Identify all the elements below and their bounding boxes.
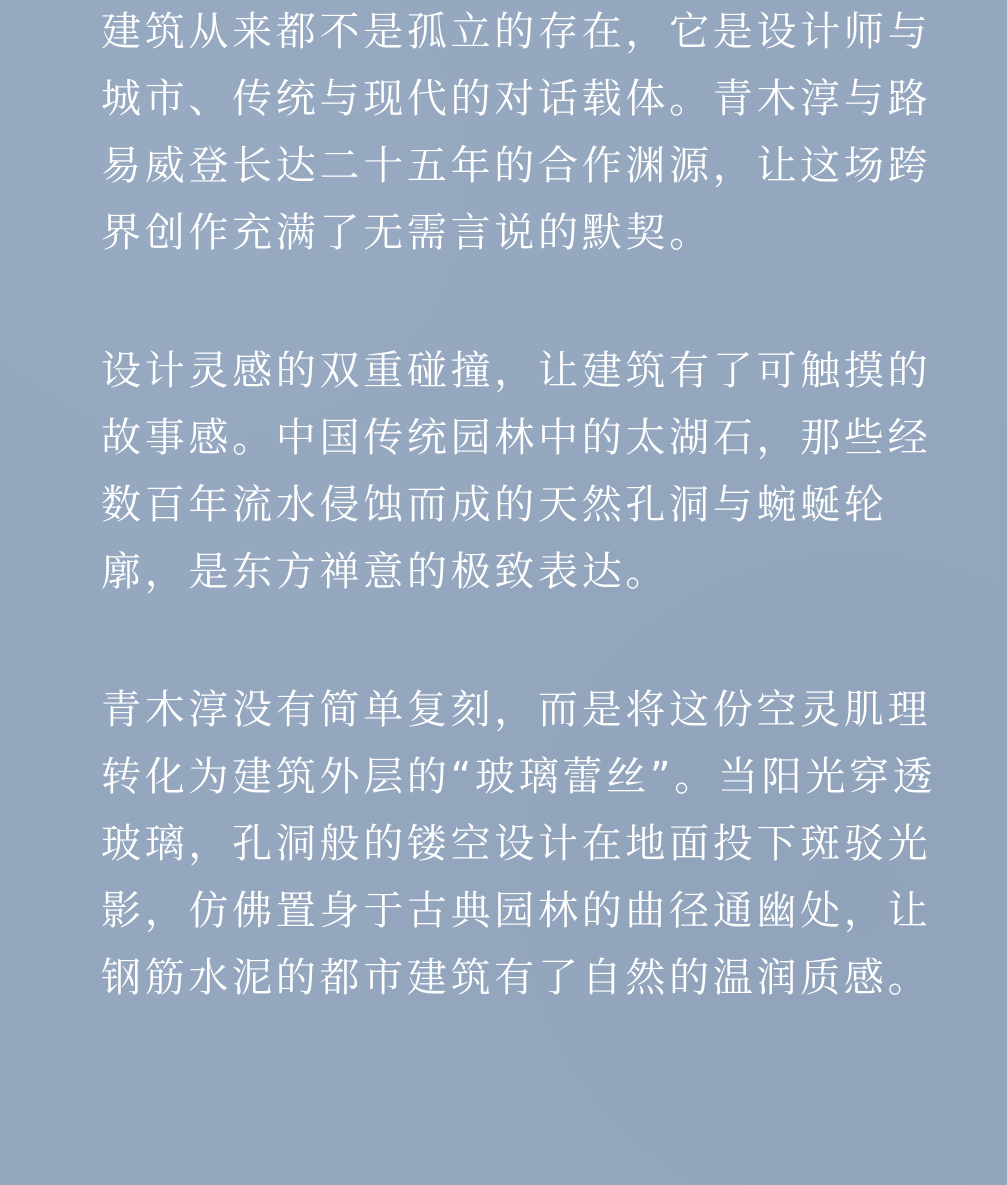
paragraph-line: 钢筋水泥的都市建筑有了自然的温润质感。 (101, 955, 932, 1001)
paragraph-line: 故事感。中国传统园林中的太湖石，那些经 (101, 415, 932, 461)
paragraph-line: 数百年流水侵蚀而成的天然孔洞与蜿蜒轮 (101, 482, 888, 528)
paragraph-line: 转化为建筑外层的“玻璃蕾丝”。当阳光穿透 (101, 754, 937, 800)
article-paragraph (101, 338, 932, 606)
article-paragraph (101, 677, 937, 1012)
paragraph-line: 界创作充满了无需言说的默契。 (101, 210, 713, 256)
paragraph-line: 玻璃，孔洞般的镂空设计在地面投下斑驳光 (101, 821, 932, 867)
article-content (101, 0, 937, 1012)
paragraph-line: 青木淳没有简单复刻，而是将这份空灵肌理 (101, 687, 932, 733)
paragraph-line: 城市、传统与现代的对话载体。青木淳与路 (101, 76, 932, 122)
paragraph-line: 易威登长达二十五年的合作渊源，让这场跨 (101, 143, 932, 189)
paragraph-line: 建筑从来都不是孤立的存在，它是设计师与 (101, 9, 932, 55)
paragraph-line: 廓，是东方禅意的极致表达。 (101, 549, 670, 595)
paragraph-line: 设计灵感的双重碰撞，让建筑有了可触摸的 (101, 348, 932, 394)
article-paragraph (101, 0, 932, 267)
paragraph-line: 影，仿佛置身于古典园林的曲径通幽处，让 (101, 888, 932, 934)
